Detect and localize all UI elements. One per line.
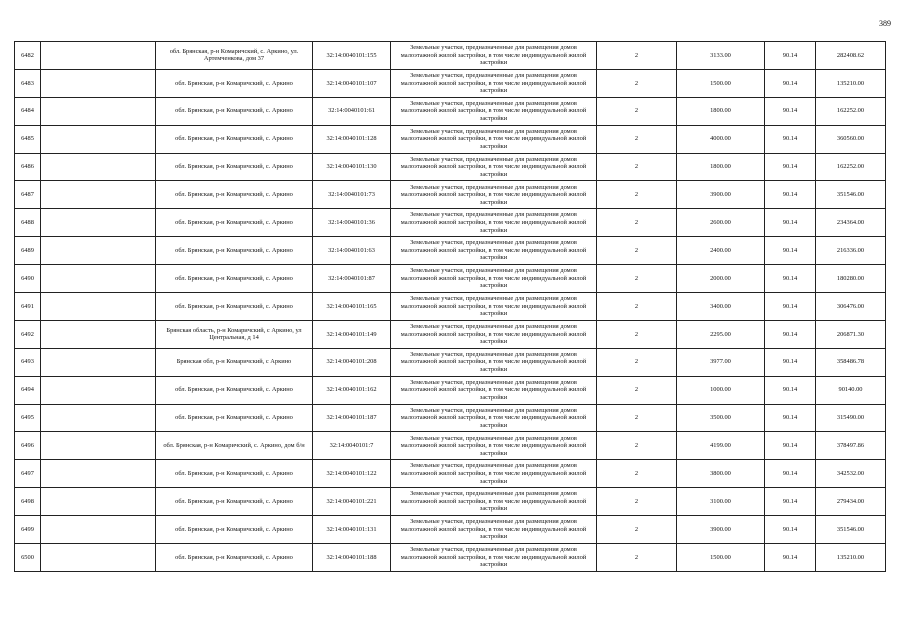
row-number: 6495 <box>15 404 41 432</box>
table-row <box>15 348 886 376</box>
row-number: 6498 <box>15 488 41 516</box>
table-row <box>15 97 886 125</box>
rate-cell: 90.14 <box>765 209 816 237</box>
category-code-cell: 2 <box>597 348 677 376</box>
cadastral-number-cell: 32:14:0040101:187 <box>313 404 391 432</box>
empty-cell <box>41 265 156 293</box>
table-row <box>15 404 886 432</box>
row-number: 6493 <box>15 348 41 376</box>
cadastral-number-cell: 32:14:0040101:155 <box>313 42 391 70</box>
row-number: 6489 <box>15 237 41 265</box>
cadastral-value-cell: 360560.00 <box>816 125 886 153</box>
empty-cell <box>41 320 156 348</box>
land-use-cell: Земельные участки, предназначенные для размещения домов малоэтажной жилой застройки, в том числе индивидуальной жилой застройки <box>391 544 597 572</box>
address-cell: Брянская обл, р-н Комаричский, с Аркино <box>156 348 313 376</box>
address-cell: обл. Брянская, р-н Комаричский, с. Аркино <box>156 516 313 544</box>
area-cell: 4199.00 <box>677 432 765 460</box>
category-code-cell: 2 <box>597 320 677 348</box>
area-cell: 1800.00 <box>677 97 765 125</box>
land-use-cell: Земельные участки, предназначенные для размещения домов малоэтажной жилой застройки, в том числе индивидуальной жилой застройки <box>391 181 597 209</box>
area-cell: 2000.00 <box>677 265 765 293</box>
table-row <box>15 209 886 237</box>
row-number: 6488 <box>15 209 41 237</box>
cadastral-value-cell: 206871.30 <box>816 320 886 348</box>
address-cell: обл. Брянская, р-н Комаричский, с. Аркино <box>156 153 313 181</box>
rate-cell: 90.14 <box>765 544 816 572</box>
rate-cell: 90.14 <box>765 153 816 181</box>
category-code-cell: 2 <box>597 209 677 237</box>
rate-cell: 90.14 <box>765 432 816 460</box>
cadastral-number-cell: 32:14:0040101:188 <box>313 544 391 572</box>
row-number: 6486 <box>15 153 41 181</box>
address-cell: обл. Брянская, р-н Комаричский, с. Аркино <box>156 460 313 488</box>
rate-cell: 90.14 <box>765 181 816 209</box>
empty-cell <box>41 376 156 404</box>
cadastral-value-cell: 282408.62 <box>816 42 886 70</box>
address-cell: обл. Брянская, р-н Комаричский, с. Аркино <box>156 376 313 404</box>
area-cell: 3900.00 <box>677 516 765 544</box>
land-use-cell: Земельные участки, предназначенные для размещения домов малоэтажной жилой застройки, в том числе индивидуальной жилой застройки <box>391 516 597 544</box>
category-code-cell: 2 <box>597 376 677 404</box>
row-number: 6485 <box>15 125 41 153</box>
rate-cell: 90.14 <box>765 97 816 125</box>
category-code-cell: 2 <box>597 460 677 488</box>
cadastral-number-cell: 32:14:0040101:7 <box>313 432 391 460</box>
address-cell: обл. Брянская, р-н Комаричский, с. Аркино <box>156 181 313 209</box>
land-use-cell: Земельные участки, предназначенные для размещения домов малоэтажной жилой застройки, в том числе индивидуальной жилой застройки <box>391 69 597 97</box>
area-cell: 3133.00 <box>677 42 765 70</box>
cadastral-value-cell: 135210.00 <box>816 69 886 97</box>
cadastral-number-cell: 32:14:0040101:63 <box>313 237 391 265</box>
rate-cell: 90.14 <box>765 125 816 153</box>
cadastral-number-cell: 32:14:0040101:128 <box>313 125 391 153</box>
land-use-cell: Земельные участки, предназначенные для размещения домов малоэтажной жилой застройки, в том числе индивидуальной жилой застройки <box>391 320 597 348</box>
cadastral-number-cell: 32:14:0040101:131 <box>313 516 391 544</box>
table-row <box>15 237 886 265</box>
land-use-cell: Земельные участки, предназначенные для размещения домов малоэтажной жилой застройки, в том числе индивидуальной жилой застройки <box>391 404 597 432</box>
rate-cell: 90.14 <box>765 460 816 488</box>
empty-cell <box>41 42 156 70</box>
category-code-cell: 2 <box>597 97 677 125</box>
category-code-cell: 2 <box>597 293 677 321</box>
rate-cell: 90.14 <box>765 376 816 404</box>
cadastral-value-cell: 90140.00 <box>816 376 886 404</box>
cadastral-number-cell: 32:14:0040101:208 <box>313 348 391 376</box>
area-cell: 3900.00 <box>677 181 765 209</box>
row-number: 6500 <box>15 544 41 572</box>
cadastral-value-cell: 342532.00 <box>816 460 886 488</box>
category-code-cell: 2 <box>597 488 677 516</box>
table-row <box>15 42 886 70</box>
row-number: 6482 <box>15 42 41 70</box>
category-code-cell: 2 <box>597 153 677 181</box>
address-cell: обл. Брянская, р-н Комаричский, с. Аркино, ул. Артемченкова, дом 37 <box>156 42 313 70</box>
rate-cell: 90.14 <box>765 516 816 544</box>
empty-cell <box>41 209 156 237</box>
land-use-cell: Земельные участки, предназначенные для размещения домов малоэтажной жилой застройки, в том числе индивидуальной жилой застройки <box>391 293 597 321</box>
rate-cell: 90.14 <box>765 320 816 348</box>
table-row <box>15 293 886 321</box>
cadastral-number-cell: 32:14:0040101:61 <box>313 97 391 125</box>
address-cell: обл. Брянская, р-н Комаричский, с. Аркино <box>156 69 313 97</box>
table-row <box>15 153 886 181</box>
cadastral-number-cell: 32:14:0040101:87 <box>313 265 391 293</box>
cadastral-value-cell: 135210.00 <box>816 544 886 572</box>
category-code-cell: 2 <box>597 69 677 97</box>
cadastral-value-cell: 378497.86 <box>816 432 886 460</box>
table-body <box>15 42 886 572</box>
address-cell: обл. Брянская, р-н Комаричский, с. Аркино <box>156 488 313 516</box>
category-code-cell: 2 <box>597 237 677 265</box>
cadastral-number-cell: 32:14:0040101:162 <box>313 376 391 404</box>
empty-cell <box>41 404 156 432</box>
cadastral-value-cell: 351546.00 <box>816 516 886 544</box>
rate-cell: 90.14 <box>765 488 816 516</box>
cadastral-number-cell: 32:14:0040101:107 <box>313 69 391 97</box>
rate-cell: 90.14 <box>765 42 816 70</box>
cadastral-number-cell: 32:14:0040101:149 <box>313 320 391 348</box>
table-row <box>15 544 886 572</box>
row-number: 6490 <box>15 265 41 293</box>
land-use-cell: Земельные участки, предназначенные для размещения домов малоэтажной жилой застройки, в том числе индивидуальной жилой застройки <box>391 97 597 125</box>
table-row <box>15 320 886 348</box>
address-cell: обл. Брянская, р-н Комаричский, с. Аркино <box>156 265 313 293</box>
address-cell: обл. Брянская, р-н Комаричский, с. Аркино <box>156 209 313 237</box>
cadastral-number-cell: 32:14:0040101:221 <box>313 488 391 516</box>
table-row <box>15 376 886 404</box>
cadastral-value-cell: 162252.00 <box>816 153 886 181</box>
rate-cell: 90.14 <box>765 348 816 376</box>
area-cell: 1800.00 <box>677 153 765 181</box>
row-number: 6492 <box>15 320 41 348</box>
row-number: 6497 <box>15 460 41 488</box>
table-row <box>15 432 886 460</box>
cadastral-value-cell: 234364.00 <box>816 209 886 237</box>
area-cell: 3800.00 <box>677 460 765 488</box>
land-use-cell: Земельные участки, предназначенные для размещения домов малоэтажной жилой застройки, в том числе индивидуальной жилой застройки <box>391 376 597 404</box>
table-row <box>15 125 886 153</box>
row-number: 6487 <box>15 181 41 209</box>
area-cell: 2400.00 <box>677 237 765 265</box>
area-cell: 1000.00 <box>677 376 765 404</box>
land-use-cell: Земельные участки, предназначенные для размещения домов малоэтажной жилой застройки, в том числе индивидуальной жилой застройки <box>391 488 597 516</box>
land-use-cell: Земельные участки, предназначенные для размещения домов малоэтажной жилой застройки, в том числе индивидуальной жилой застройки <box>391 265 597 293</box>
cadastral-number-cell: 32:14:0040101:130 <box>313 153 391 181</box>
empty-cell <box>41 488 156 516</box>
address-cell: Брянская область, р-н Комаричский, с Аркино, ул Центральная, д 14 <box>156 320 313 348</box>
row-number: 6484 <box>15 97 41 125</box>
land-use-cell: Земельные участки, предназначенные для размещения домов малоэтажной жилой застройки, в том числе индивидуальной жилой застройки <box>391 153 597 181</box>
address-cell: обл. Брянская, р-н Комаричский, с. Аркино, дом б/н <box>156 432 313 460</box>
area-cell: 3400.00 <box>677 293 765 321</box>
category-code-cell: 2 <box>597 404 677 432</box>
empty-cell <box>41 348 156 376</box>
cadastral-value-cell: 216336.00 <box>816 237 886 265</box>
empty-cell <box>41 516 156 544</box>
cadastral-number-cell: 32:14:0040101:122 <box>313 460 391 488</box>
row-number: 6499 <box>15 516 41 544</box>
area-cell: 3100.00 <box>677 488 765 516</box>
category-code-cell: 2 <box>597 516 677 544</box>
empty-cell <box>41 153 156 181</box>
area-cell: 1500.00 <box>677 544 765 572</box>
table-row <box>15 460 886 488</box>
address-cell: обл. Брянская, р-н Комаричский, с. Аркино <box>156 404 313 432</box>
cadastral-value-cell: 162252.00 <box>816 97 886 125</box>
category-code-cell: 2 <box>597 544 677 572</box>
address-cell: обл. Брянская, р-н Комаричский, с. Аркино <box>156 97 313 125</box>
empty-cell <box>41 237 156 265</box>
empty-cell <box>41 293 156 321</box>
empty-cell <box>41 181 156 209</box>
address-cell: обл. Брянская, р-н Комаричский, с. Аркино <box>156 237 313 265</box>
address-cell: обл. Брянская, р-н Комаричский, с. Аркино <box>156 125 313 153</box>
empty-cell <box>41 460 156 488</box>
cadastral-value-cell: 315490.00 <box>816 404 886 432</box>
cadastral-value-cell: 306476.00 <box>816 293 886 321</box>
category-code-cell: 2 <box>597 265 677 293</box>
cadastral-value-cell: 351546.00 <box>816 181 886 209</box>
land-use-cell: Земельные участки, предназначенные для размещения домов малоэтажной жилой застройки, в том числе индивидуальной жилой застройки <box>391 237 597 265</box>
cadastral-number-cell: 32:14:0040101:165 <box>313 293 391 321</box>
empty-cell <box>41 69 156 97</box>
land-registry-table <box>14 41 886 572</box>
area-cell: 2295.00 <box>677 320 765 348</box>
area-cell: 3977.00 <box>677 348 765 376</box>
cadastral-number-cell: 32:14:0040101:73 <box>313 181 391 209</box>
row-number: 6483 <box>15 69 41 97</box>
rate-cell: 90.14 <box>765 237 816 265</box>
category-code-cell: 2 <box>597 125 677 153</box>
table-row <box>15 69 886 97</box>
row-number: 6496 <box>15 432 41 460</box>
land-use-cell: Земельные участки, предназначенные для размещения домов малоэтажной жилой застройки, в том числе индивидуальной жилой застройки <box>391 432 597 460</box>
empty-cell <box>41 432 156 460</box>
land-use-cell: Земельные участки, предназначенные для размещения домов малоэтажной жилой застройки, в том числе индивидуальной жилой застройки <box>391 460 597 488</box>
area-cell: 3500.00 <box>677 404 765 432</box>
area-cell: 4000.00 <box>677 125 765 153</box>
table-row <box>15 488 886 516</box>
rate-cell: 90.14 <box>765 69 816 97</box>
page-number: 389 <box>879 19 891 28</box>
row-number: 6491 <box>15 293 41 321</box>
category-code-cell: 2 <box>597 181 677 209</box>
empty-cell <box>41 125 156 153</box>
row-number: 6494 <box>15 376 41 404</box>
table-row <box>15 516 886 544</box>
empty-cell <box>41 97 156 125</box>
cadastral-value-cell: 180280.00 <box>816 265 886 293</box>
address-cell: обл. Брянская, р-н Комаричский, с. Аркино <box>156 293 313 321</box>
land-use-cell: Земельные участки, предназначенные для размещения домов малоэтажной жилой застройки, в том числе индивидуальной жилой застройки <box>391 209 597 237</box>
rate-cell: 90.14 <box>765 293 816 321</box>
land-use-cell: Земельные участки, предназначенные для размещения домов малоэтажной жилой застройки, в том числе индивидуальной жилой застройки <box>391 348 597 376</box>
cadastral-number-cell: 32:14:0040101:36 <box>313 209 391 237</box>
empty-cell <box>41 544 156 572</box>
table-row <box>15 265 886 293</box>
cadastral-value-cell: 279434.00 <box>816 488 886 516</box>
category-code-cell: 2 <box>597 42 677 70</box>
land-use-cell: Земельные участки, предназначенные для размещения домов малоэтажной жилой застройки, в том числе индивидуальной жилой застройки <box>391 42 597 70</box>
area-cell: 1500.00 <box>677 69 765 97</box>
rate-cell: 90.14 <box>765 265 816 293</box>
category-code-cell: 2 <box>597 432 677 460</box>
rate-cell: 90.14 <box>765 404 816 432</box>
cadastral-value-cell: 358486.78 <box>816 348 886 376</box>
area-cell: 2600.00 <box>677 209 765 237</box>
address-cell: обл. Брянская, р-н Комаричский, с. Аркино <box>156 544 313 572</box>
land-use-cell: Земельные участки, предназначенные для размещения домов малоэтажной жилой застройки, в том числе индивидуальной жилой застройки <box>391 125 597 153</box>
table-row <box>15 181 886 209</box>
